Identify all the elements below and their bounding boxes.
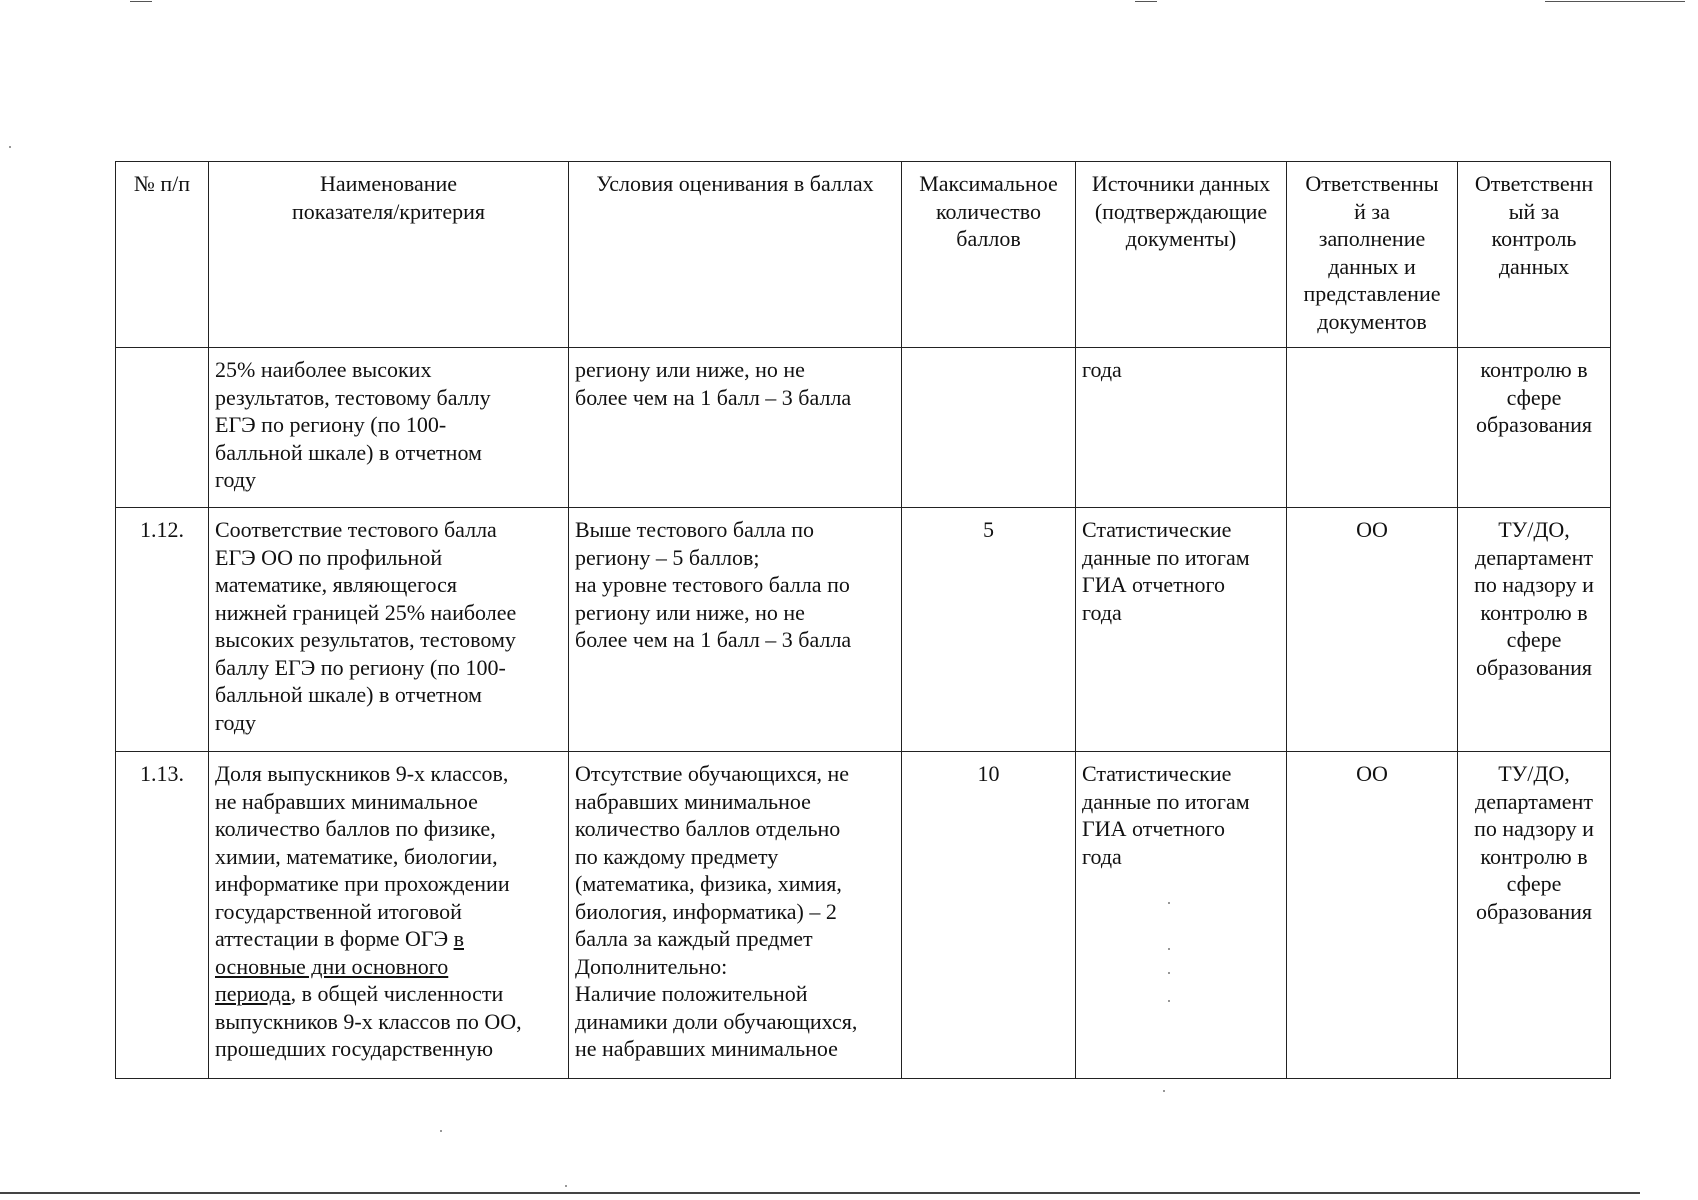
row-name: 25% наиболее высоких результатов, тестовому баллу ЕГЭ по региону (по 100- балльной шкале) в отчетном году [209,348,569,508]
table-row [116,348,1611,508]
row-conditions: региону или ниже, но не более чем на 1 балл – 3 балла [569,348,902,508]
header-sources: Источники данных (подтверждающие документы) [1076,162,1287,348]
scan-speck [440,1130,442,1132]
row-num: 1.13. [116,752,209,1079]
scan-speck [1168,948,1170,950]
row-name-underlined: в основные дни основного периода [215,926,464,1006]
scan-speck [9,146,11,148]
row-resp-control: контролю в сфере образования [1458,348,1611,508]
scan-line-top-middle [1135,1,1157,2]
scan-speck [1163,1090,1165,1092]
row-num: 1.12. [116,508,209,752]
scan-speck [1168,902,1170,904]
row-resp-fill [1287,348,1458,508]
row-resp-control: ТУ/ДО, департамент по надзору и контролю в сфере образования [1458,508,1611,752]
row-conditions: Отсутствие обучающихся, не набравших минимальное количество баллов отдельно по каждому предмету (математика, физика, химия, биология, информатика) – 2 балла за каждый предмет Дополнительно: Наличие положительной динамики доли обучающихся, не набравших минимальное [569,752,902,1079]
scan-line-top-right [1545,1,1685,2]
scan-speck [1168,1000,1170,1002]
row-name-part: , в общей численности выпускников 9-х классов по ОО, прошедших государственную [215,981,522,1061]
row-resp-fill: ОО [1287,752,1458,1079]
table-row [116,752,1611,1079]
row-resp-control: ТУ/ДО, департамент по надзору и контролю в сфере образования [1458,752,1611,1079]
header-resp-fill: Ответственны й за заполнение данных и представление документов [1287,162,1458,348]
scan-line-bottom [0,1192,1640,1194]
table-header-row [116,162,1611,348]
table-row [116,508,1611,752]
row-sources: года [1076,348,1287,508]
scan-speck [1168,972,1170,974]
scan-line-top-left [130,1,152,2]
row-name: Соответствие тестового балла ЕГЭ ОО по профильной математике, являющегося нижней границей 25% наиболее высоких результатов, тестовому баллу ЕГЭ по региону (по 100- балльной шкале) в отчетном году [209,508,569,752]
row-conditions: Выше тестового балла по региону – 5 баллов; на уровне тестового балла по региону или ниже, но не более чем на 1 балл – 3 балла [569,508,902,752]
row-max-score: 10 [902,752,1076,1079]
scan-speck [565,1185,567,1187]
header-resp-control: Ответственн ый за контроль данных [1458,162,1611,348]
row-resp-fill: ОО [1287,508,1458,752]
row-sources: Статистические данные по итогам ГИА отчетного года [1076,752,1287,1079]
row-max-score: 5 [902,508,1076,752]
header-name: Наименование показателя/критерия [209,162,569,348]
row-num [116,348,209,508]
header-num: № п/п [116,162,209,348]
row-name-part: Доля выпускников 9-х классов, не набравших минимальное количество баллов по физике, химии, математике, биологии, информатике при прохождении государственной итоговой аттестации в форме ОГЭ [215,761,510,951]
criteria-table [115,161,1611,1079]
header-max-score: Максимальное количество баллов [902,162,1076,348]
row-sources: Статистические данные по итогам ГИА отчетного года [1076,508,1287,752]
header-conditions: Условия оценивания в баллах [569,162,902,348]
row-max-score [902,348,1076,508]
row-name [209,752,569,1079]
